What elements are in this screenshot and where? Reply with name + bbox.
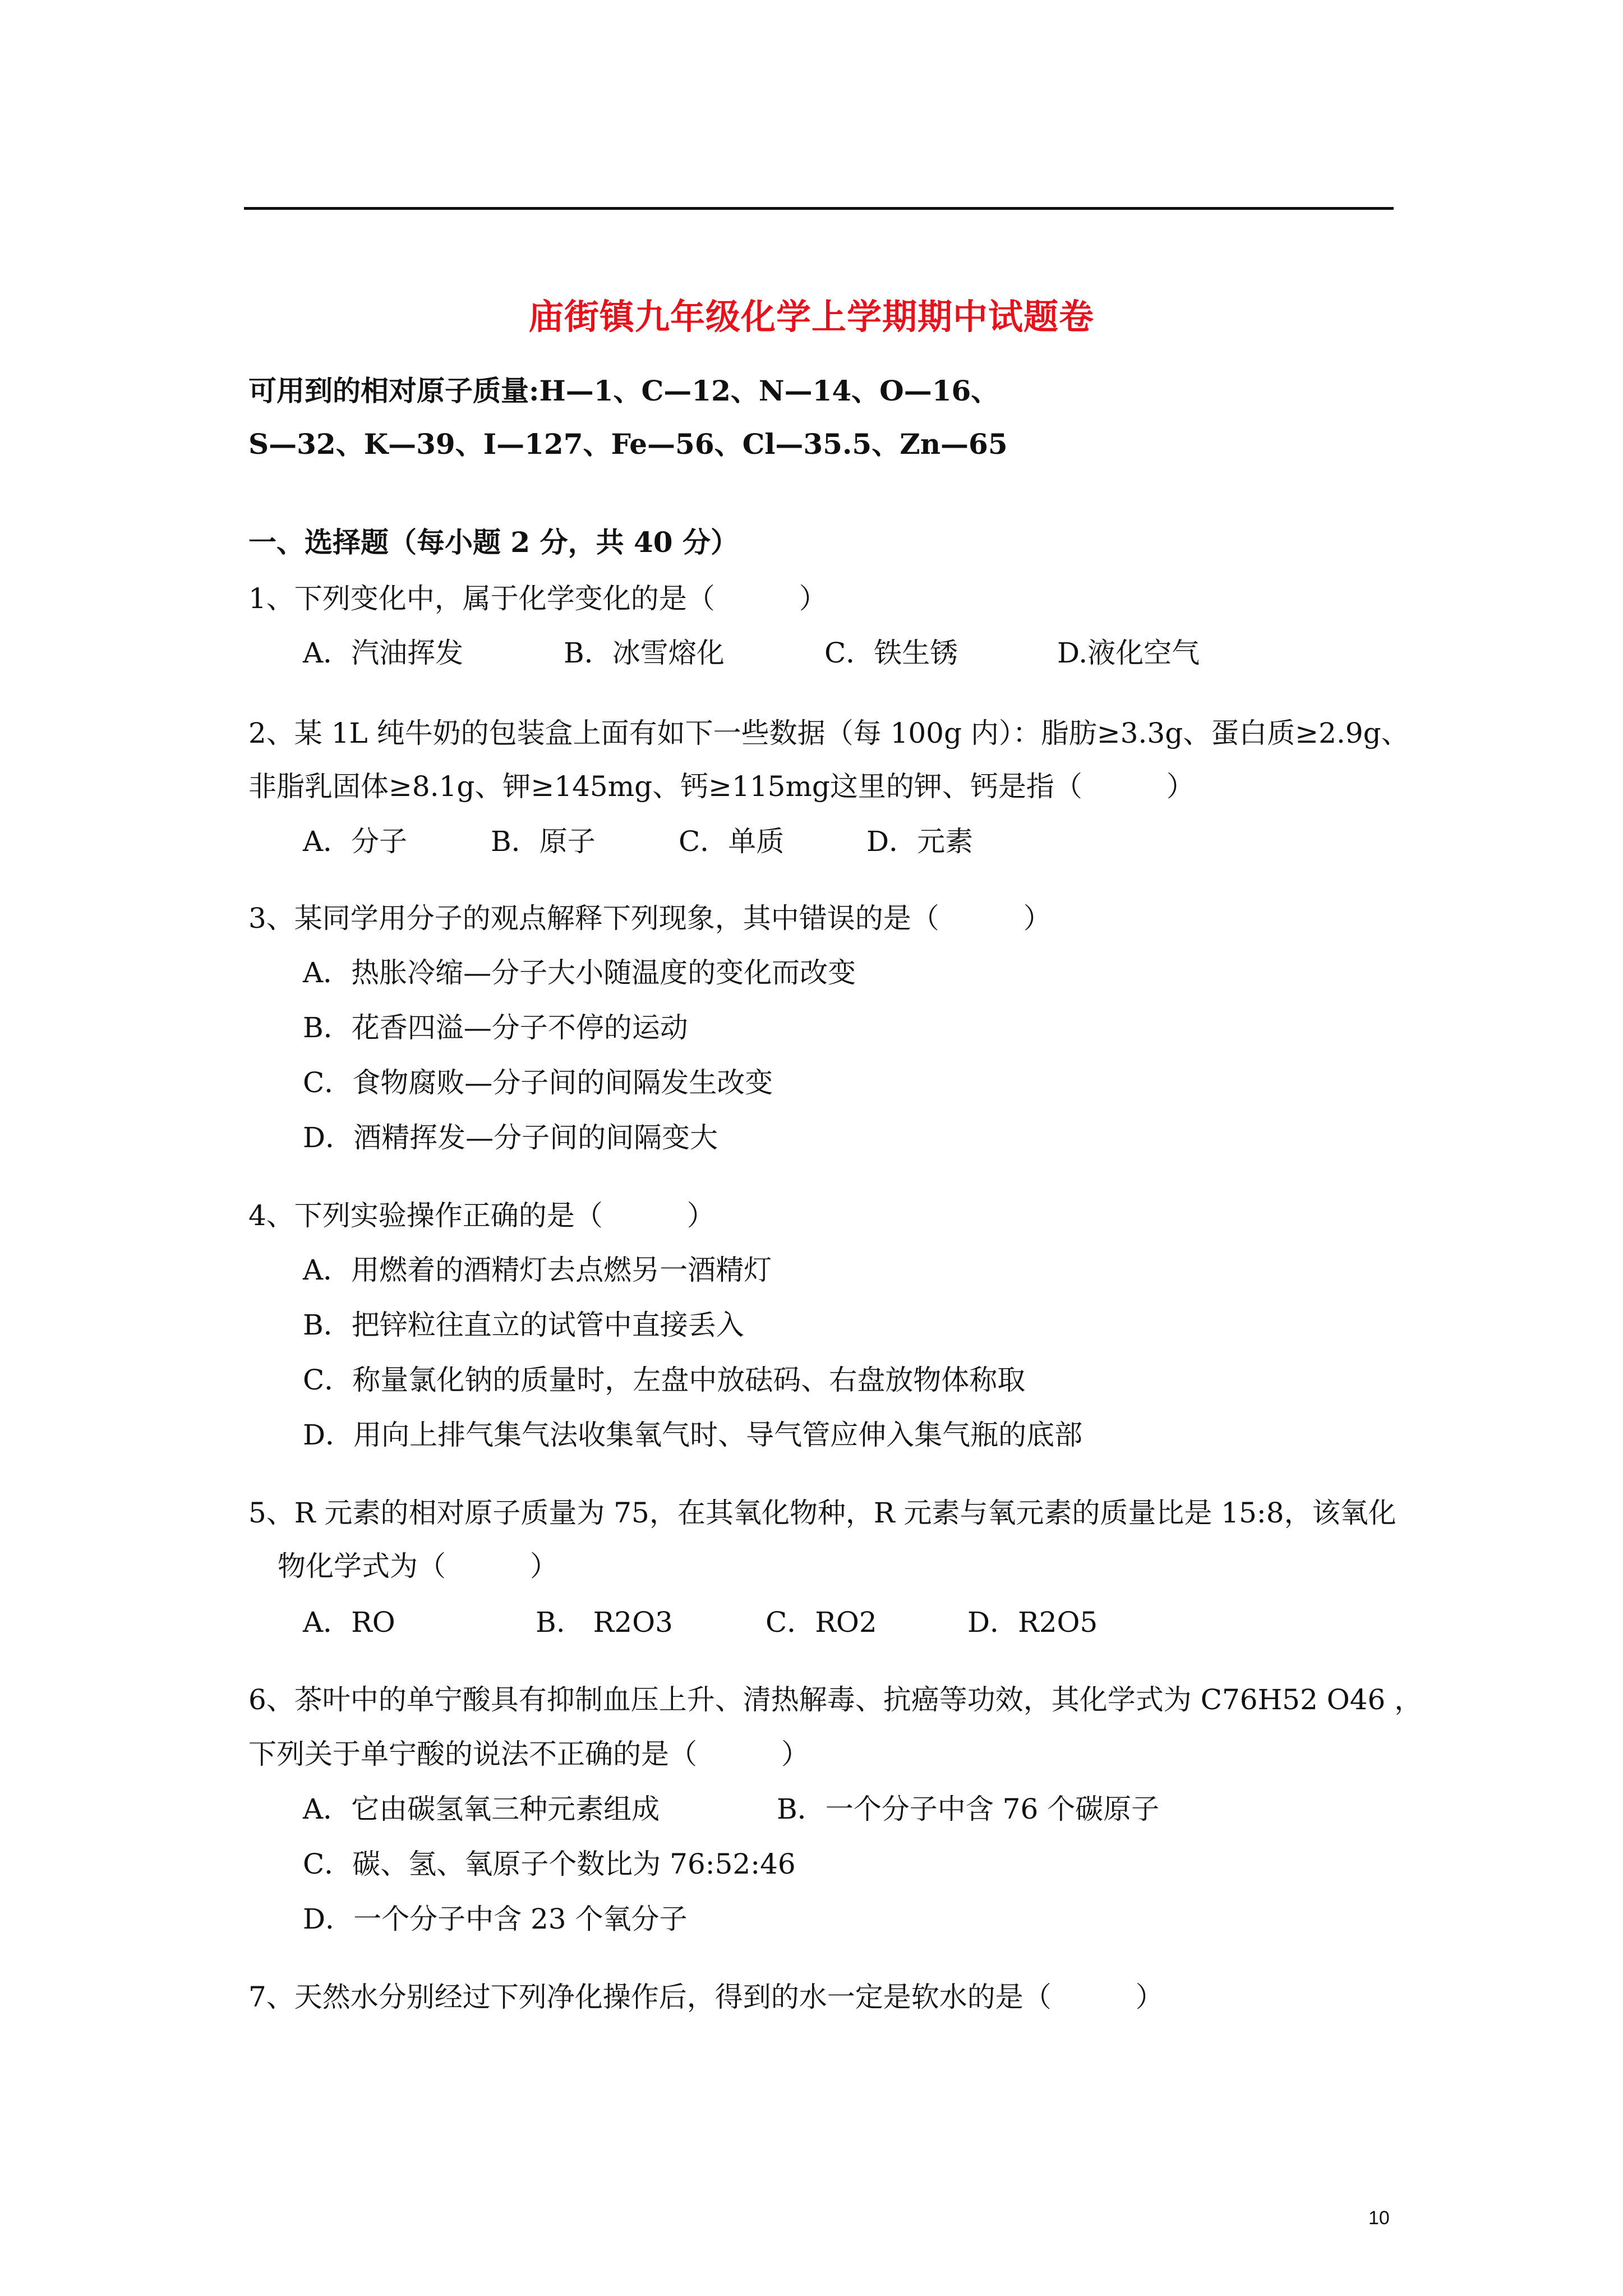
- question-4-option-a: A．用燃着的酒精灯去点燃另一酒精灯: [303, 1254, 772, 1286]
- question-2-stem-line-2: 非脂乳固体≥8.1g、钾≥145mg、钙≥115mg这里的钾、钙是指（ ）: [248, 770, 1195, 803]
- question-2-stem-line-1: 2、某 1L 纯牛奶的包装盒上面有如下一些数据（每 100g 内）：脂肪≥3.3g、蛋白质≥2.9g、: [248, 717, 1409, 749]
- question-4-option-d: D．用向上排气集气法收集氧气时、导气管应伸入集气瓶的底部: [303, 1419, 1083, 1451]
- question-4-option-c: C．称量氯化钠的质量时，左盘中放砝码、右盘放物体称取: [303, 1364, 1026, 1396]
- question-5-option-a: A．RO: [303, 1606, 395, 1639]
- question-2-option-a: A．分子: [303, 825, 408, 858]
- question-5-option-d: D．R2O5: [967, 1606, 1098, 1639]
- question-7-stem: 7、天然水分别经过下列净化操作后，得到的水一定是软水的是（ ）: [248, 1981, 1164, 2013]
- page-number: 10: [1368, 2207, 1390, 2229]
- question-6-stem-line-2: 下列关于单宁酸的说法不正确的是（ ）: [248, 1738, 809, 1770]
- question-6-stem-line-1: 6、茶叶中的单宁酸具有抑制血压上升、清热解毒、抗癌等功效，其化学式为 C76H52 O46 ，: [248, 1683, 1423, 1716]
- header-rule: [244, 207, 1394, 210]
- question-1-option-d: D.液化空气: [1057, 637, 1200, 669]
- question-6-option-c: C．碳、氢、氧原子个数比为 76:52:46: [303, 1848, 796, 1880]
- section-heading: 一、选择题（每小题 2 分，共 40 分）: [248, 526, 739, 559]
- question-5-stem-line-2: 物化学式为（ ）: [278, 1550, 558, 1582]
- question-3-option-b: B．花香四溢—分子不停的运动: [303, 1011, 688, 1044]
- question-6-option-b: B．一个分子中含 76 个碳原子: [777, 1793, 1160, 1825]
- question-3-option-a: A．热胀冷缩—分子大小随温度的变化而改变: [303, 956, 856, 989]
- atomic-masses-line-2: S—32、K—39、I—127、Fe—56、Cl—35.5、Zn—65: [248, 427, 1008, 461]
- question-6-option-d: D．一个分子中含 23 个氧分子: [303, 1903, 688, 1935]
- question-3-option-d: D．酒精挥发—分子间的间隔变大: [303, 1121, 718, 1154]
- question-3-option-c: C．食物腐败—分子间的间隔发生改变: [303, 1066, 773, 1099]
- question-4-option-b: B．把锌粒往直立的试管中直接丢入: [303, 1309, 744, 1341]
- question-1-option-a: A．汽油挥发: [303, 637, 464, 669]
- question-1-option-c: C．铁生锈: [824, 637, 958, 669]
- page-title: 庙街镇九年级化学上学期期中试题卷: [528, 296, 1094, 337]
- question-5-stem-line-1: 5、R 元素的相对原子质量为 75，在其氧化物种，R 元素与氧元素的质量比是 15:8，该氧化: [248, 1497, 1396, 1529]
- question-2-option-d: D．元素: [866, 825, 974, 858]
- question-5-option-c: C．RO2: [766, 1606, 877, 1639]
- question-4-stem: 4、下列实验操作正确的是（ ）: [248, 1199, 715, 1232]
- question-5-option-b: B. R2O3: [536, 1606, 673, 1639]
- atomic-masses-line-1: 可用到的相对原子质量:H—1、C—12、N—14、O—16、: [248, 374, 999, 407]
- question-1-stem: 1、下列变化中，属于化学变化的是（ ）: [248, 582, 827, 615]
- question-2-option-c: C．单质: [679, 825, 785, 858]
- question-3-stem: 3、某同学用分子的观点解释下列现象，其中错误的是（ ）: [248, 902, 1052, 935]
- question-2-option-b: B．原子: [491, 825, 596, 858]
- question-6-option-a: A．它由碳氢氧三种元素组成: [303, 1793, 660, 1825]
- question-1-option-b: B．冰雪熔化: [564, 637, 725, 669]
